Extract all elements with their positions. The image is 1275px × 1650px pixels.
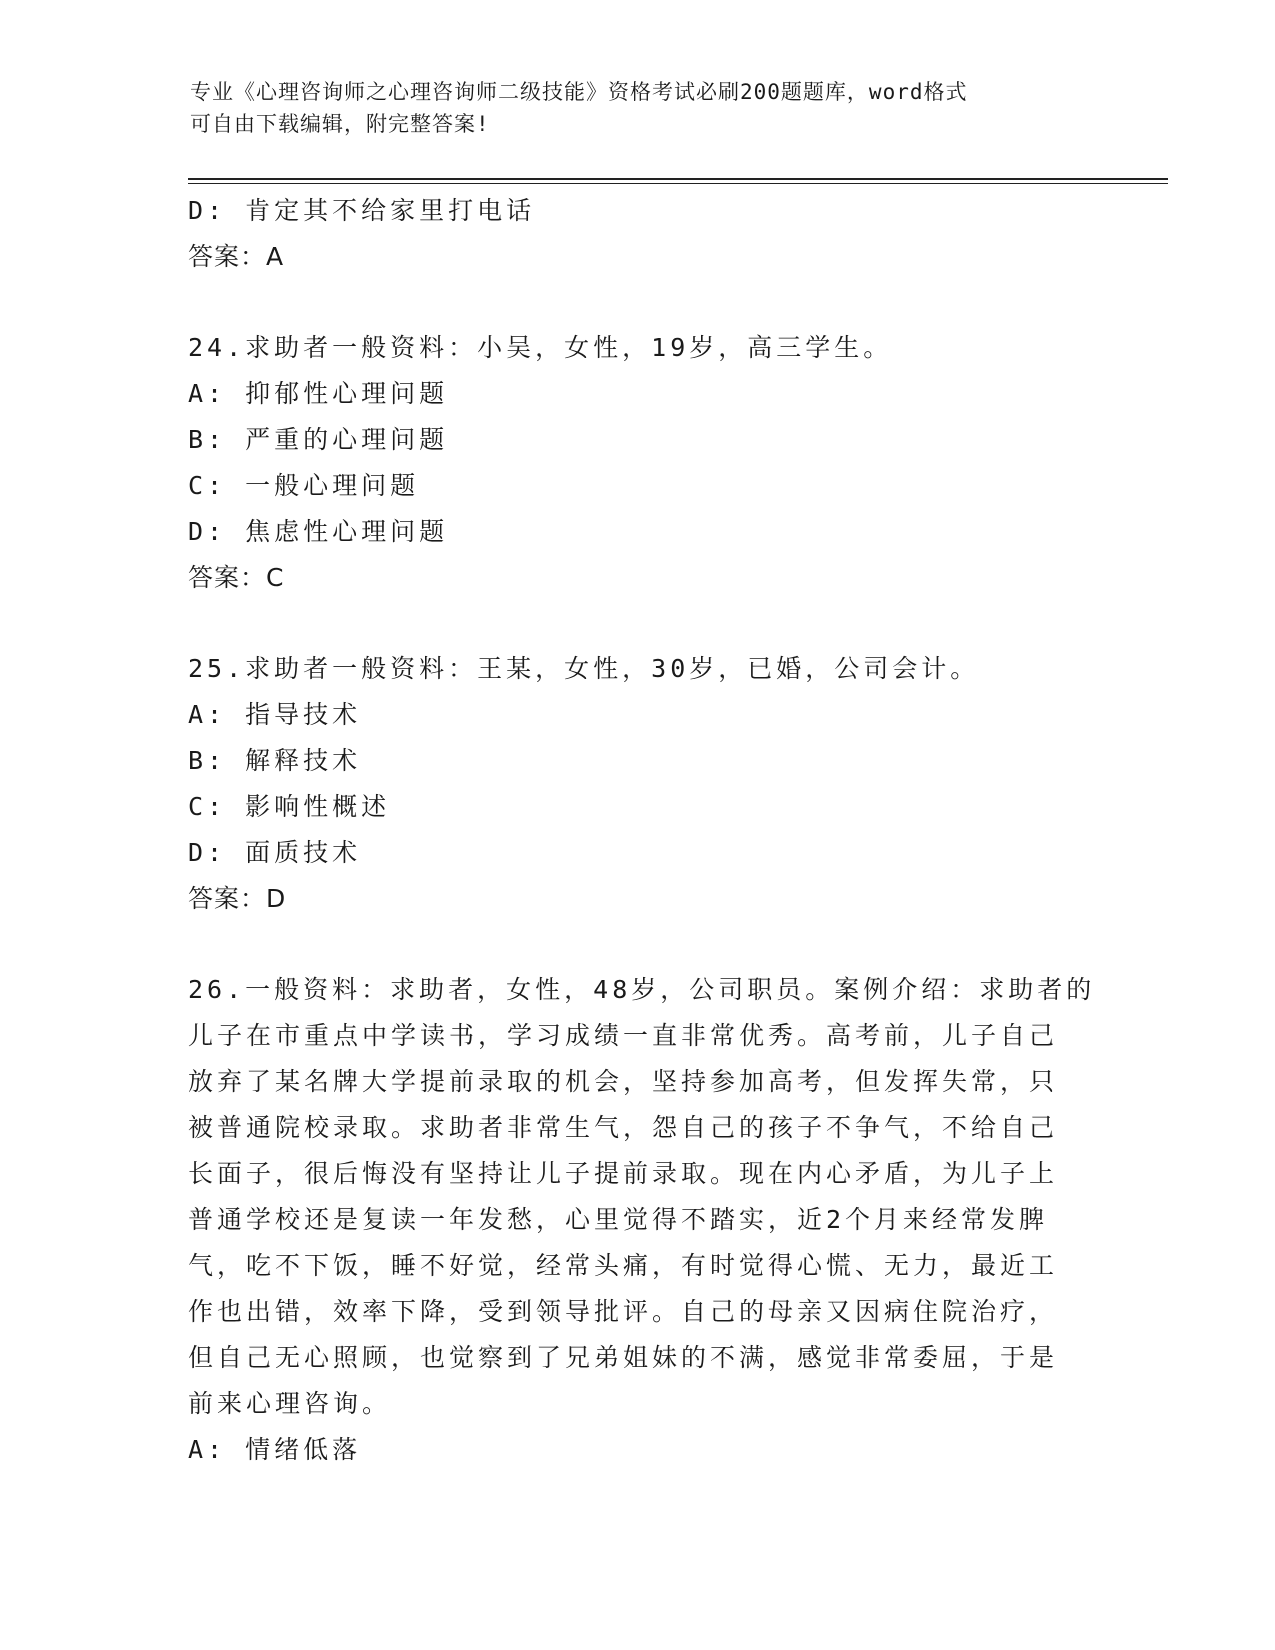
stem-line: 放弃了某名牌大学提前录取的机会，坚持参加高考，但发挥失常，只 bbox=[188, 1067, 1059, 1096]
document-header bbox=[190, 76, 1090, 140]
header-line-1: 专业《心理咨询师之心理咨询师二级技能》资格考试必刷200题题库，word格式 bbox=[190, 80, 968, 104]
question-25 bbox=[188, 646, 1088, 922]
question-23-tail bbox=[188, 188, 1088, 280]
question-stem: 24.求助者一般资料：小吴，女性，19岁，高三学生。 bbox=[188, 333, 893, 362]
stem-line: 作也出错，效率下降，受到领导批评。自己的母亲又因病住院治疗， bbox=[188, 1297, 1059, 1326]
option-c: C: 一般心理问题 bbox=[188, 471, 420, 500]
option-a: A: 抑郁性心理问题 bbox=[188, 379, 449, 408]
question-24 bbox=[188, 325, 1088, 601]
option-d: D: 肯定其不给家里打电话 bbox=[188, 196, 536, 225]
stem-line: 普通学校还是复读一年发愁，心里觉得不踏实，近2个月来经常发脾 bbox=[188, 1205, 1049, 1234]
option-a: A: 指导技术 bbox=[188, 700, 362, 729]
stem-line: 儿子在市重点中学读书，学习成绩一直非常优秀。高考前，儿子自己 bbox=[188, 1021, 1059, 1050]
stem-line: 长面子，很后悔没有坚持让儿子提前录取。现在内心矛盾，为儿子上 bbox=[188, 1159, 1059, 1188]
option-d: D: 焦虑性心理问题 bbox=[188, 517, 449, 546]
option-c: C: 影响性概述 bbox=[188, 792, 391, 821]
answer-line: 答案：C bbox=[188, 563, 285, 592]
stem-line: 前来心理咨询。 bbox=[188, 1389, 392, 1418]
option-a: A: 情绪低落 bbox=[188, 1435, 362, 1464]
stem-line: 但自己无心照顾，也觉察到了兄弟姐妹的不满，感觉非常委屈，于是 bbox=[188, 1343, 1059, 1372]
option-b: B: 严重的心理问题 bbox=[188, 425, 449, 454]
answer-line: 答案：D bbox=[188, 884, 287, 913]
question-stem bbox=[188, 967, 1096, 1427]
spacer bbox=[188, 922, 1088, 967]
header-divider-thin bbox=[188, 183, 1168, 184]
spacer bbox=[188, 280, 1088, 325]
question-stem: 25.求助者一般资料：王某，女性，30岁，已婚，公司会计。 bbox=[188, 654, 980, 683]
option-b: B: 解释技术 bbox=[188, 746, 362, 775]
stem-line: 气，吃不下饭，睡不好觉，经常头痛，有时觉得心慌、无力，最近工 bbox=[188, 1251, 1059, 1280]
spacer bbox=[188, 601, 1088, 646]
stem-line: 被普通院校录取。求助者非常生气，怨自己的孩子不争气，不给自己 bbox=[188, 1113, 1059, 1142]
answer-line: 答案：A bbox=[188, 242, 285, 271]
stem-line: 26.一般资料：求助者，女性，48岁，公司职员。案例介绍：求助者的 bbox=[188, 975, 1096, 1004]
question-26 bbox=[188, 967, 1096, 1473]
header-line-2: 可自由下载编辑，附完整答案! bbox=[190, 112, 490, 136]
header-divider-thick bbox=[188, 178, 1168, 180]
question-list bbox=[188, 188, 1096, 1473]
option-d: D: 面质技术 bbox=[188, 838, 362, 867]
